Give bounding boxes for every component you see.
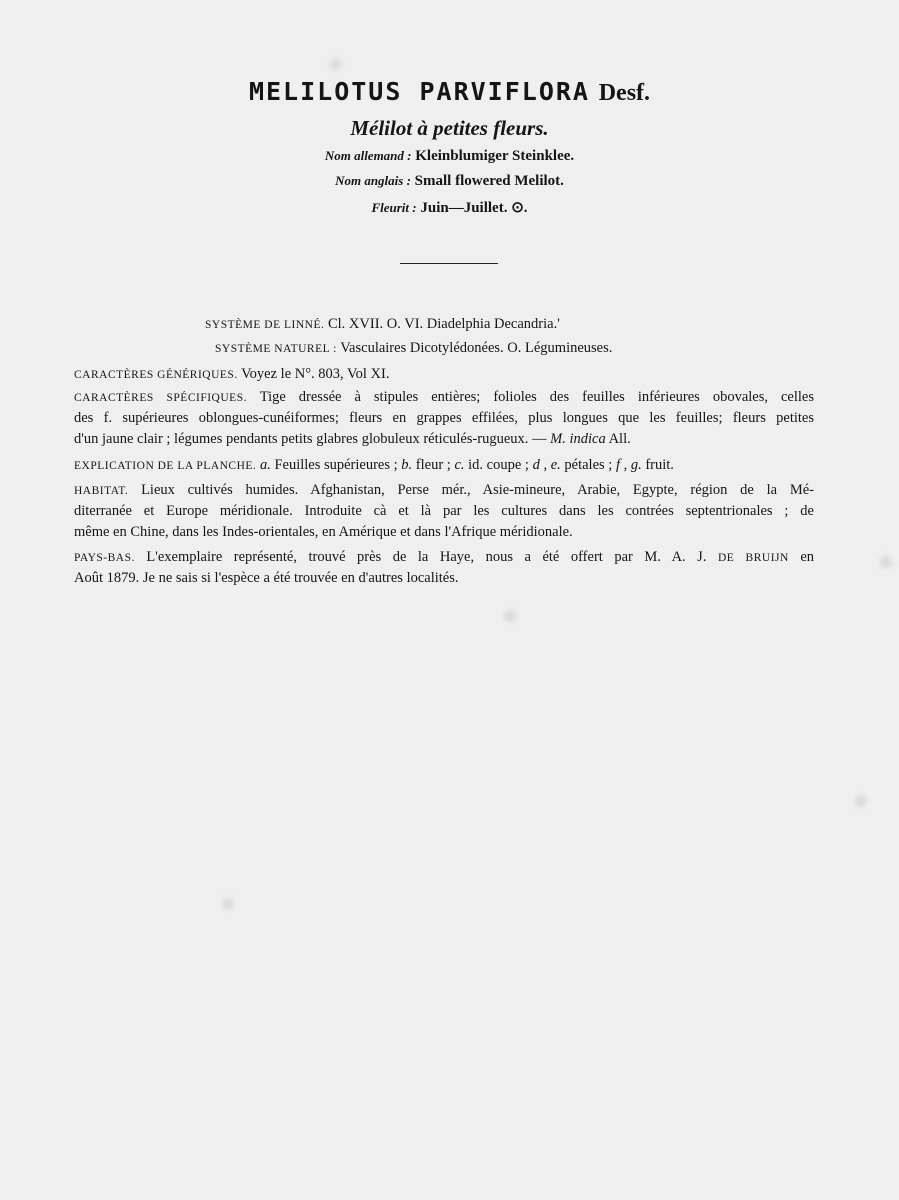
specific-characters-line-3 <box>74 429 631 450</box>
section-text: Lieux cultivés humides. Afghanistan, Perse mér., Asie-mineure, Arabie, Egypte, région de la Mé- <box>141 482 815 498</box>
page-title <box>0 76 899 109</box>
section-label: CARACTÈRES SPÉCIFIQUES. <box>74 392 247 404</box>
species-author: All. <box>608 431 631 447</box>
section-label: CARACTÈRES GÉNÉRIQUES. <box>74 369 238 381</box>
meta-value: Juin—Juillet. ⊙. <box>420 200 528 216</box>
paper-speck <box>330 58 342 70</box>
figure-text: Feuilles supérieures ; <box>274 457 398 473</box>
section-label: HABITAT. <box>74 485 129 497</box>
figure-letter: b. <box>401 457 413 473</box>
habitat-line-3: même en Chine, dans les Indes-orientales, en Amérique et dans l'Afrique méridionale. <box>74 524 573 540</box>
figure-text: pétales ; <box>564 457 613 473</box>
section-label: SYSTÈME DE LINNÉ. <box>205 319 325 331</box>
meta-value: Kleinblumiger Steinklee. <box>415 148 575 164</box>
habitat-line-2: diterranée et Europe méridionale. Introduite cà et là par les cultures dans les contrées septentrionales ; de <box>74 503 814 519</box>
paper-speck <box>880 556 892 568</box>
linne-system-line <box>205 314 560 336</box>
figure-text: id. coupe ; <box>468 457 529 473</box>
meta-value: Small flowered Melilot. <box>414 173 564 189</box>
section-text: L'exemplaire représenté, trouvé près de la Haye, nous a été offert par M. A. J. <box>146 549 707 565</box>
figure-text: fleur ; <box>415 457 451 473</box>
section-text: Voyez le N°. 803, Vol XI. <box>241 366 390 382</box>
paper-speck <box>504 610 516 622</box>
plate-explanation-line <box>74 455 674 477</box>
figure-letter: a. <box>259 457 271 473</box>
figure-letter: f , g. <box>615 457 642 473</box>
german-name-line <box>0 148 899 165</box>
section-text: Vasculaires Dicotylédonées. O. Légumineuses. <box>340 340 613 356</box>
generic-characters-line <box>74 364 389 386</box>
section-text: Tige dressée à stipules entières; folioles des feuilles inférieures obovales, celles <box>259 389 814 405</box>
section-text: en <box>800 549 815 565</box>
natural-system-line <box>215 338 612 360</box>
section-label: PAYS-BAS. <box>74 552 135 564</box>
french-name: Mélilot à petites fleurs. <box>350 116 549 140</box>
figure-text: fruit. <box>645 457 674 473</box>
specific-characters-line-2: des f. supérieures oblongues-cunéiformes; fleurs en grappes effilées, plus longues que les feuilles; fleurs petites <box>74 410 814 426</box>
meta-label: Nom allemand : <box>324 148 412 163</box>
netherlands-line-2: Août 1879. Je ne sais si l'espèce a été trouvée en d'autres localités. <box>74 570 459 586</box>
section-text: Cl. XVII. O. VI. Diadelphia Decandria.' <box>327 316 560 332</box>
paper-speck <box>222 898 234 910</box>
paper-speck <box>855 795 867 807</box>
species-name: M. indica <box>550 431 606 447</box>
latin-name: MELILOTUS PARVIFLORA <box>248 77 590 106</box>
divider <box>400 263 498 264</box>
meta-label: Nom anglais : <box>335 173 411 188</box>
section-text: d'un jaune clair ; légumes pendants petits glabres globuleux réticulés-rugueux. — <box>74 431 547 447</box>
habitat-line-1 <box>74 480 814 502</box>
english-name-line <box>0 173 899 190</box>
section-label: SYSTÈME NATUREL : <box>215 343 337 355</box>
meta-label: Fleurit : <box>371 200 417 215</box>
figure-letter: c. <box>454 457 465 473</box>
figure-letter: d , e. <box>532 457 561 473</box>
donor-name: DE BRUIJN <box>717 552 789 564</box>
section-label: EXPLICATION DE LA PLANCHE. <box>74 460 257 472</box>
flowering-line <box>0 198 899 217</box>
author-name: Desf. <box>598 80 651 106</box>
netherlands-line-1 <box>74 547 814 569</box>
specific-characters-line-1 <box>74 387 814 409</box>
